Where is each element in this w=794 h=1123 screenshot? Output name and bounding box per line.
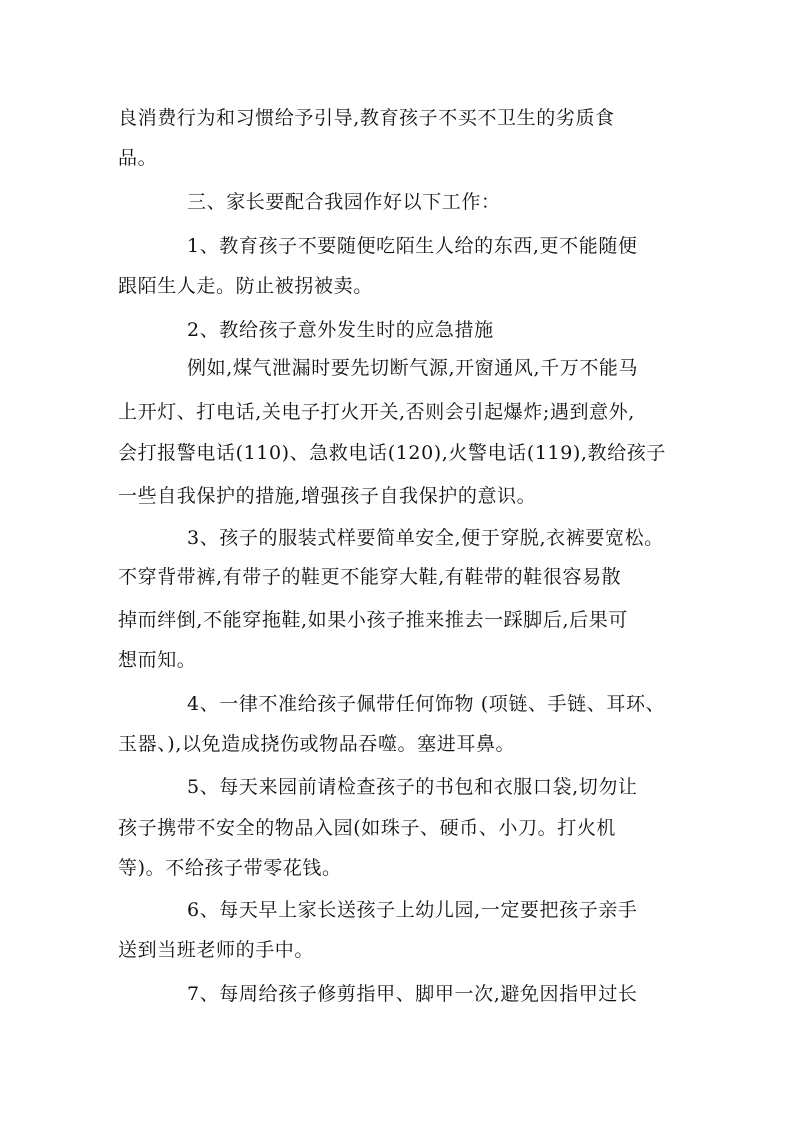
text-line: 一些自我保护的措施,增强孩子自我保护的意识。 (118, 485, 537, 507)
text-line: 送到当班老师的手中。 (118, 939, 315, 961)
text-line: 上开灯、打电话,关电子打火开关,否则会引起爆炸;遇到意外, (118, 401, 635, 423)
text-line: 2、教给孩子意外发生时的应急措施 (187, 319, 494, 341)
text-line: 7、每周给孩子修剪指甲、脚甲一次,避免因指甲过长 (187, 983, 638, 1005)
text-line: 1、教育孩子不要随便吃陌生人给的东西,更不能随便 (187, 235, 638, 257)
text-line: 5、每天来园前请检查孩子的书包和衣服口袋,切勿让 (187, 776, 638, 798)
text-line: 3、孩子的服装式样要简单安全,便于穿脱,衣裤要宽松。 (187, 527, 664, 549)
text-line: 会打报警电话(110)、急救电话(120),火警电话(119),教给孩子 (118, 442, 666, 464)
text-line: 跟陌生人走。防止被拐被卖。 (118, 275, 373, 297)
text-line: 掉而绊倒,不能穿拖鞋,如果小孩子推来推去一踩脚后,后果可 (118, 609, 628, 631)
section-heading: 三、家长要配合我园作好以下工作： (187, 191, 501, 213)
text-line: 孩子携带不安全的物品入园(如珠子、硬币、小刀。打火机 (118, 817, 617, 839)
text-line: 品。 (118, 147, 158, 169)
text-line: 例如,煤气泄漏时要先切断气源,开窗通风,千万不能马 (187, 357, 639, 379)
text-line: 6、每天早上家长送孩子上幼儿园,一定要把孩子亲手 (187, 899, 638, 921)
text-line: 不穿背带裤,有带子的鞋更不能穿大鞋,有鞋带的鞋很容易散 (118, 566, 622, 588)
text-line: 等)。不给孩子带零花钱。 (118, 857, 342, 879)
text-line: 4、一律不准给孩子佩带任何饰物 (项链、手链、耳环、 (187, 693, 666, 715)
text-line: 想而知。 (118, 649, 197, 671)
text-line: 良消费行为和习惯给予引导,教育孩子不买不卫生的劣质食 (118, 107, 615, 129)
text-line: 玉器、),以免造成挠伤或物品吞噬。塞进耳鼻。 (118, 733, 516, 755)
